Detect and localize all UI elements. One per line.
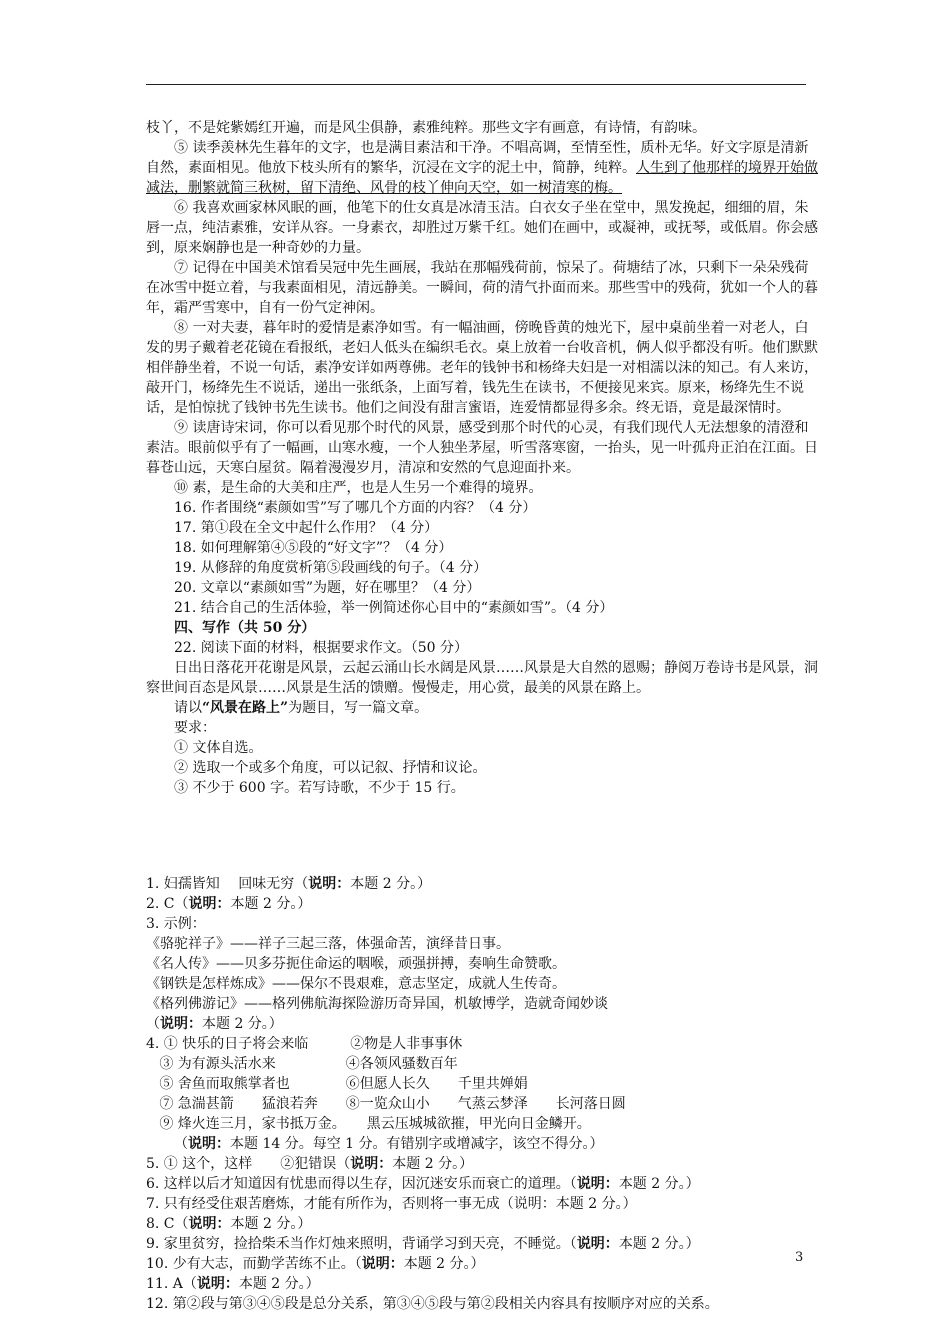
section-gap xyxy=(146,798,818,874)
essay-paragraph-7: ⑦ 记得在中国美术馆看吴冠中先生画展，我站在那幅残荷前，惊呆了。荷塘结了冰，只剩下一朵朵残荷在冰雪中挺立着，与我素面相见，清远静美。一瞬间，荷的清气扑面而来。那些雪中的残荷，犹如一个人的暮年，霜严雪寒中，自有一份气定神闲。 xyxy=(146,260,818,316)
essay-title: “风景在路上” xyxy=(202,700,289,716)
requirement-item: ③ 不少于 600 字。若写诗歌，不少于 15 行。 xyxy=(174,780,465,796)
answer-5: 5. ① 这个，这样 ②犯错误（说明：本题 2 分。） xyxy=(146,1156,474,1172)
question-16: 16. 作者围绕“素颜如雪”写了哪几个方面的内容？（4 分） xyxy=(174,500,537,516)
answer-12: 12. 第②段与第③④⑤段是总分关系，第③④⑤段与第②段相关内容具有按顺序对应的关系。 xyxy=(146,1296,719,1312)
essay-paragraph-4-end: 枝丫，不是姹紫嫣红开遍，而是风尘俱静，素雅纯粹。那些文字有画意，有诗情，有韵味。 xyxy=(146,120,706,136)
answer-2: 2. C（说明：本题 2 分。） xyxy=(146,896,312,912)
answer-3-line: 《骆驼祥子》——祥子三起三落，体强命苦，演绎昔日事。 xyxy=(146,936,510,952)
answer-4-row: ⑦ 急湍甚箭 猛浪若奔 ⑧一览众山小 气蒸云梦泽 长河落日圆 xyxy=(146,1096,626,1112)
question-19: 19. 从修辞的角度赏析第⑤段画线的句子。（4 分） xyxy=(174,560,488,576)
answer-4-note: （说明：本题 14 分。每空 1 分。有错别字或增减字，该空不得分。） xyxy=(174,1136,604,1152)
answer-7: 7. 只有经受住艰苦磨炼，才能有所作为，否则将一事无成（说明：本题 2 分。） xyxy=(146,1196,637,1212)
answer-11: 11. A（说明：本题 2 分。） xyxy=(146,1276,320,1292)
requirement-item: ② 选取一个或多个角度，可以记叙、抒情和议论。 xyxy=(174,760,487,776)
essay-paragraph-6: ⑥ 我喜欢画家林风眠的画，他笔下的仕女真是冰清玉洁。白衣女子坐在堂中，黑发挽起，细细的眉，朱唇一点，纯洁素雅，安详从容。一身素衣，却胜过万紫千红。她们在画中，或凝神，或抚琴，或低眉。你会感到，原来娴静也是一种奇妙的力量。 xyxy=(146,200,818,256)
answer-4-row: ⑤ 舍鱼而取熊掌者也 ⑥但愿人长久 千里共婵娟 xyxy=(146,1076,528,1092)
question-22: 22. 阅读下面的材料，根据要求作文。（50 分） xyxy=(174,640,468,656)
essay-paragraph-8: ⑧ 一对夫妻，暮年时的爱情是素净如雪。有一幅油画，傍晚昏黄的烛光下，屋中桌前坐着一对老人，白发的男子戴着老花镜在看报纸，老妇人低头在编织毛衣。桌上放着一台收音机，俩人似乎都没有听。他们默默相伴静坐着，不说一句话，素净安详如两尊佛。老年的钱钟书和杨绛夫妇是一对相濡以沫的知己。有人来访，敲开门，杨绛先生不说话，递出一张纸条，上面写着，钱先生在读书，不便接见来宾。原来，杨绛先生不说话，是怕惊扰了钱钟书先生读书。他们之间没有甜言蜜语，连爱情都显得多余。终无语，竟是最深情时。 xyxy=(146,320,818,416)
answer-4-row: 4. ① 快乐的日子将会来临 ②物是人非事事休 xyxy=(146,1036,463,1052)
answer-3-note: （说明：本题 2 分。） xyxy=(146,1016,283,1032)
answer-10: 10. 少有大志，而勤学苦练不止。（说明：本题 2 分。） xyxy=(146,1256,485,1272)
writing-material: 日出日落花开花谢是风景，云起云涌山长水阔是风景……风景是大自然的恩赐；静阅万卷诗书是风景，洞察世间百态是风景……风景是生活的馈赠。慢慢走，用心赏，最美的风景在路上。 xyxy=(146,660,818,696)
answer-1: 1. 妇孺皆知 回味无穷（说明：本题 2 分。） xyxy=(146,876,432,892)
writing-section-heading: 四、写作（共 50 分） xyxy=(174,620,316,636)
answer-3-line: 《格列佛游记》——格列佛航海探险游历奇异国，机敏博学，造就奇闻妙谈 xyxy=(146,996,608,1012)
answer-3-line: 《钢铁是怎样炼成》——保尔不畏艰难，意志坚定，成就人生传奇。 xyxy=(146,976,566,992)
question-21: 21. 结合自己的生活体验，举一例简述你心目中的“素颜如雪”。（4 分） xyxy=(174,600,614,616)
answer-9: 9. 家里贫穷，捡拾柴禾当作灯烛来照明，背诵学习到天亮，不睡觉。（说明：本题 2 分。） xyxy=(146,1236,700,1252)
underlined-sentence: 人生到了他那样的境界开始做减法，删繁就简三秋树，留下清绝、风骨的枝丫伸向天空，如一树清寒的梅。 xyxy=(146,160,818,196)
answer-4-row: ⑨ 烽火连三月，家书抵万金。 黑云压城城欲摧，甲光向日金鳞开。 xyxy=(146,1116,591,1132)
essay-paragraph-9: ⑨ 读唐诗宋词，你可以看见那个时代的风景，感受到那个时代的心灵，有我们现代人无法想象的清澄和素洁。眼前似乎有了一幅画，山寒水瘦，一个人独坐茅屋，听雪落寒窗，一抬头，见一叶孤舟正泊在江面。日暮苍山远，天寒白屋贫。隔着漫漫岁月，清凉和安然的气息迎面扑来。 xyxy=(146,420,818,476)
page-number: 3 xyxy=(795,1250,804,1265)
question-18: 18. 如何理解第④⑤段的“好文字”？（4 分） xyxy=(174,540,453,556)
requirements-label: 要求： xyxy=(174,720,216,736)
writing-prompt: 请以“风景在路上”为题目，写一篇文章。 xyxy=(174,700,429,716)
essay-paragraph-5: ⑤ 读季羡林先生暮年的文字，也是满目素洁和干净。不唱高调，至情至性，质朴无华。好文字原是清新自然，素面相见。他放下枝头所有的繁华，沉浸在文字的泥土中，简静，纯粹。人生到了他那样的境界开始做减法，删繁就简三秋树，留下清绝、风骨的枝丫伸向天空，如一树清寒的梅。 xyxy=(146,140,818,196)
answer-8: 8. C（说明：本题 2 分。） xyxy=(146,1216,312,1232)
essay-paragraph-10: ⑩ 素，是生命的大美和庄严，也是人生另一个难得的境界。 xyxy=(174,480,543,496)
requirement-item: ① 文体自选。 xyxy=(174,740,263,756)
answer-6: 6. 这样以后才知道因有忧患而得以生存，因沉迷安乐而衰亡的道理。（说明：本题 2 分。） xyxy=(146,1176,700,1192)
question-17: 17. 第①段在全文中起什么作用？（4 分） xyxy=(174,520,439,536)
answer-3-line: 《名人传》——贝多芬扼住命运的咽喉，顽强拼搏，奏响生命赞歌。 xyxy=(146,956,566,972)
answer-4-row: ③ 为有源头活水来 ④各领风骚数百年 xyxy=(146,1056,458,1072)
question-20: 20. 文章以“素颜如雪”为题，好在哪里？（4 分） xyxy=(174,580,481,596)
answer-3-heading: 3. 示例： xyxy=(146,916,206,932)
header-rule xyxy=(146,84,806,85)
document-body xyxy=(146,118,818,1314)
